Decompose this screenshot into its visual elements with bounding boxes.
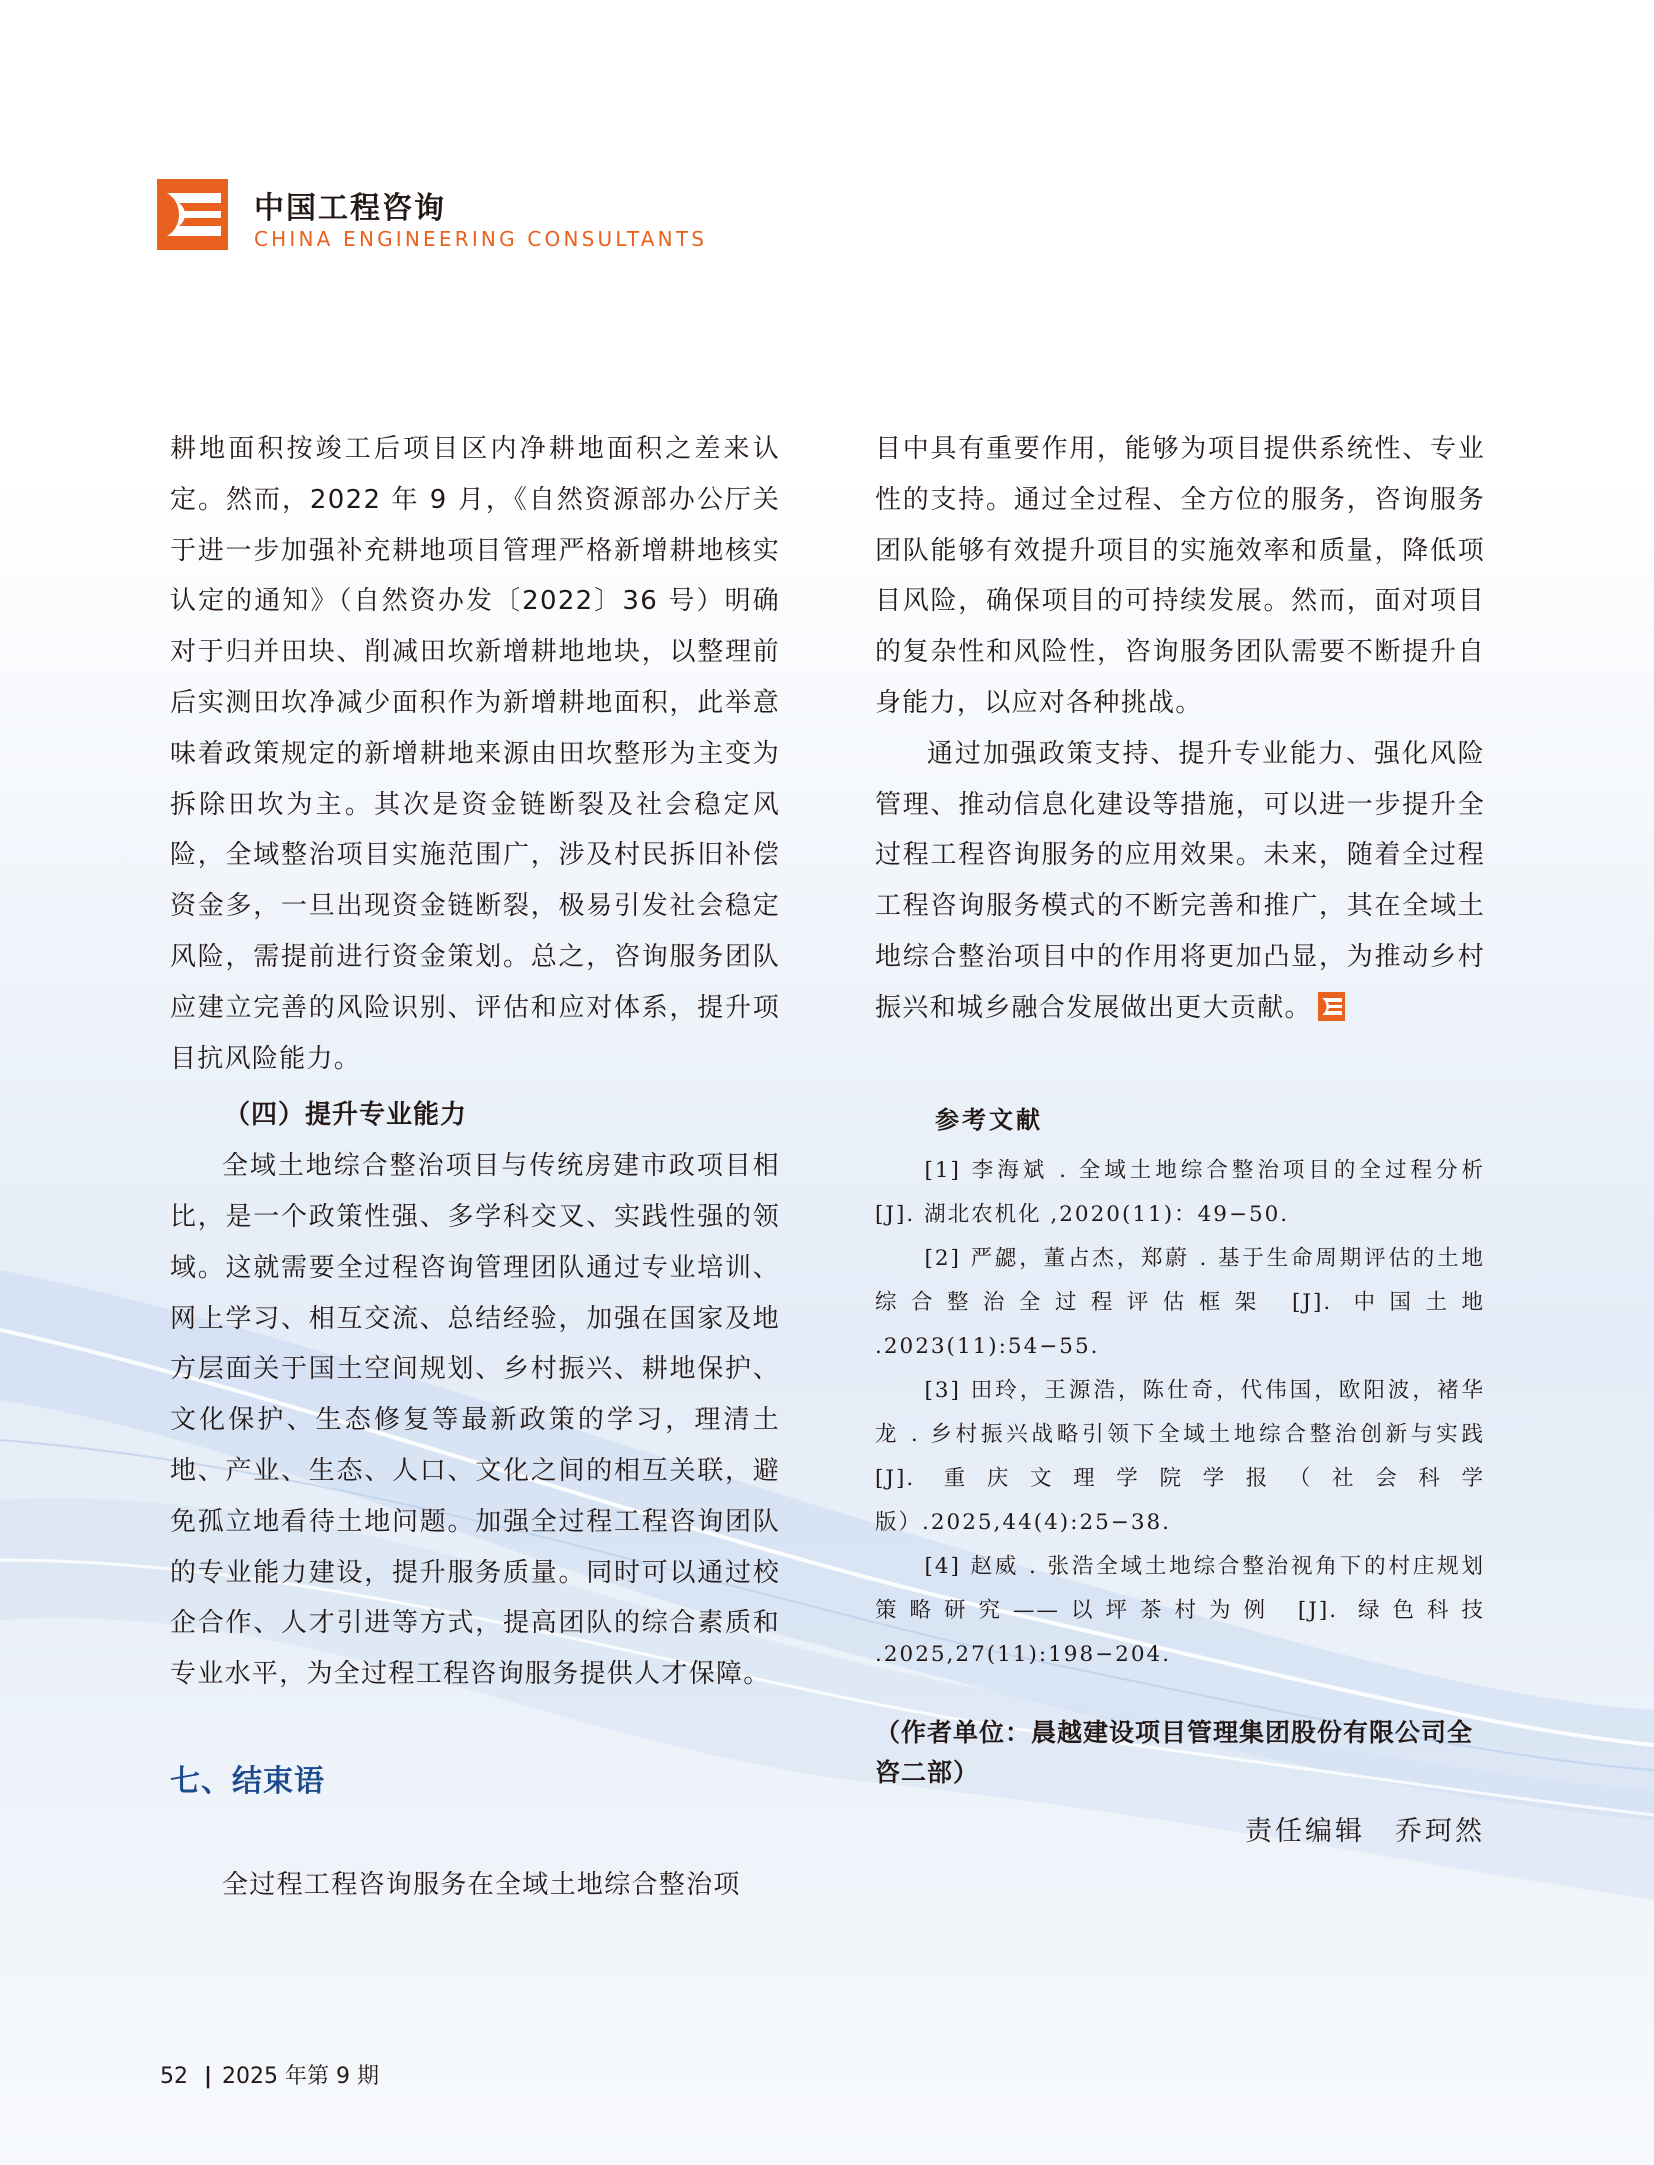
references-list — [875, 1149, 1485, 1677]
footer-divider: | — [204, 2064, 213, 2089]
section-heading-conclusion: 七、结束语 — [170, 1763, 325, 1799]
body-paragraph-outlook — [875, 729, 1485, 1034]
page-number: 52 — [160, 2064, 188, 2089]
author-affiliation: （作者单位：晨越建设项目管理集团股份有限公司全咨二部） — [875, 1717, 1474, 1787]
reference-item: [3] 田玲，王源浩，陈仕奇，代伟国，欧阳波，褚华龙 . 乡村振兴战略引领下全域土地综合整治创新与实践 [J]. 重庆文理学院学报（社会科学版）.2025,44(4):25−38. — [875, 1377, 1485, 1535]
reference-item: [2] 严勰，董占杰，郑蔚 . 基于生命周期评估的土地综合整治全过程评估框架 [J]. 中国土地 .2023(11):54−55. — [875, 1245, 1485, 1359]
magazine-subtitle: CHINA ENGINEERING CONSULTANTS — [254, 227, 708, 251]
magazine-logo-icon — [157, 179, 228, 250]
body-paragraph-conclusion-continued: 目中具有重要作用，能够为项目提供系统性、专业性的支持。通过全过程、全方位的服务，咨询服务团队能够有效提升项目的实施效率和质量，降低项目风险，确保项目的可持续发展。然而，面对项目的复杂性和风险性，咨询服务团队需要不断提升自身能力，以应对各种挑战。 — [875, 434, 1485, 718]
body-paragraph-conclusion-start: 全过程工程咨询服务在全域土地综合整治项 — [222, 1869, 741, 1900]
responsible-editor: 责任编辑 乔珂然 — [1245, 1815, 1485, 1847]
references-title: 参考文献 — [935, 1104, 1043, 1134]
body-paragraph-risk-continued: 耕地面积按竣工后项目区内净耕地面积之差来认定。然而，2022 年 9 月，《自然资源部办公厅关于进一步加强补充耕地项目管理严格新增耕地核实认定的通知》（自然资办发〔2022〕36 号）明确对于归并田块、削减田坎新增耕地地块，以整理前后实测田坎净减少面积作为新增耕地面积，此举意味着政策规定的新增耕地来源由田坎整形为主变为拆除田坎为主。其次是资金链断裂及社会稳定风险，全域整治项目实施范围广，涉及村民拆旧补偿资金多，一旦出现资金链断裂，极易引发社会稳定风险，需提前进行资金策划。总之，咨询服务团队应建立完善的风险识别、评估和应对体系，提升项目抗风险能力。 — [170, 434, 780, 1074]
outlook-text: 通过加强政策支持、提升专业能力、强化风险管理、推动信息化建设等措施，可以进一步提升全过程工程咨询服务的应用效果。未来，随着全过程工程咨询服务模式的不断完善和推广，其在全域土地综合整治项目中的作用将更加凸显，为推动乡村振兴和城乡融合发展做出更大贡献。 — [875, 738, 1485, 1023]
end-of-article-icon — [1318, 992, 1345, 1021]
left-column — [170, 424, 780, 1911]
reference-item: [4] 赵威 . 张浩全域土地综合整治视角下的村庄规划策略研究——以坪茶村为例 [J]. 绿色科技 .2025,27(11):198−204. — [875, 1553, 1485, 1667]
page-footer — [160, 2059, 379, 2090]
magazine-title: 中国工程咨询 — [254, 191, 446, 226]
body-paragraph-professional-ability: 全域土地综合整治项目与传统房建市政项目相比，是一个政策性强、多学科交叉、实践性强的领域。这就需要全过程咨询管理团队通过专业培训、网上学习、相互交流、总结经验，加强在国家及地方层面关于国土空间规划、乡村振兴、耕地保护、文化保护、生态修复等最新政策的学习，理清土地、产业、生态、人口、文化之间的相互关联，避免孤立地看待土地问题。加强全过程工程咨询团队的专业能力建设，提升服务质量。同时可以通过校企合作、人才引进等方式，提高团队的综合素质和专业水平，为全过程工程咨询服务提供人才保障。 — [170, 1151, 780, 1690]
subheading-professional-ability: （四）提升专业能力 — [224, 1100, 468, 1131]
issue-label: 2025 年第 9 期 — [222, 2064, 380, 2089]
reference-item: [1] 李海斌 . 全域土地综合整治项目的全过程分析 [J]. 湖北农机化 ,2020(11)：49−50. — [875, 1157, 1485, 1227]
right-column — [875, 424, 1485, 1848]
